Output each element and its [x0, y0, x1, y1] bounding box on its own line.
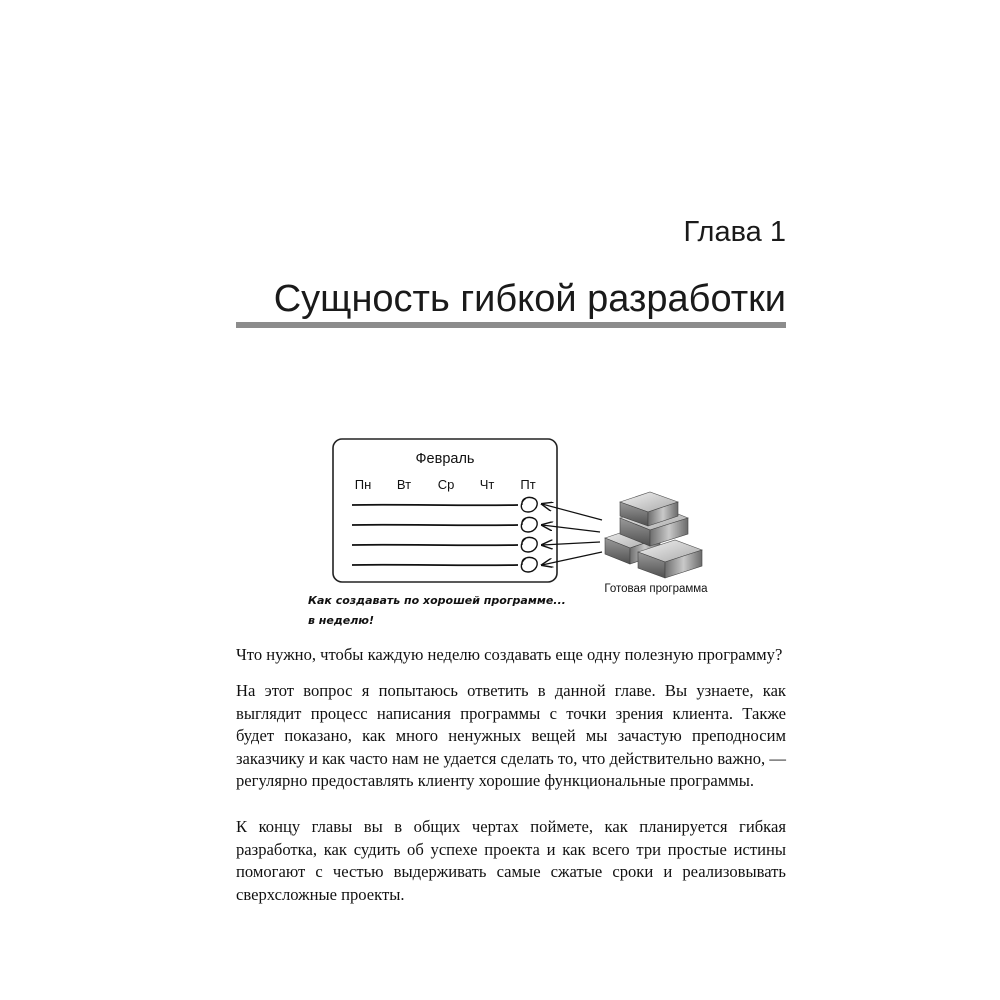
figure-illustration [290, 430, 730, 635]
title-rule [236, 322, 786, 328]
gold-bars-icon [605, 492, 702, 578]
chapter-figure [290, 430, 730, 635]
day-label-thu: Чт [479, 477, 495, 492]
day-label-mon: Пн [354, 477, 372, 492]
calendar-month: Февраль [415, 451, 475, 467]
day-label-fri: Пт [520, 477, 536, 492]
figure-caption-line-1: Как создавать по хорошей программе... [308, 594, 566, 607]
paragraph-3: К концу главы вы в общих чертах поймете, как планируется гибкая разработка, как судить об успехе проекта и как всего три простые истины помогают с честью выдерживать самые сжатые сроки и реализовывать сверхсложные проекты. [236, 817, 786, 904]
paragraph-1: Что нужно, чтобы каждую неделю создавать еще одну полезную программу? [236, 645, 783, 664]
paragraph-2: На этот вопрос я попытаюсь ответить в данной главе. Вы узнаете, как выглядит процесс написания программы с точки зрения клиента. Также будет показано, как много ненужных вещей мы зачастую преподносим заказчику и как часто нам не удается сделать то, что действительно важно, — регулярно предоставлять клиенту хорошие функциональные программы. [236, 681, 786, 791]
chapter-title: Сущность гибкой разработки [273, 278, 786, 320]
day-label-wed: Ср [437, 477, 455, 492]
chapter-label: Глава 1 [683, 216, 786, 248]
product-label: Готовая программа [604, 583, 708, 595]
figure-caption-line-2: в неделю! [308, 614, 374, 627]
day-label-tue: Вт [396, 477, 412, 492]
